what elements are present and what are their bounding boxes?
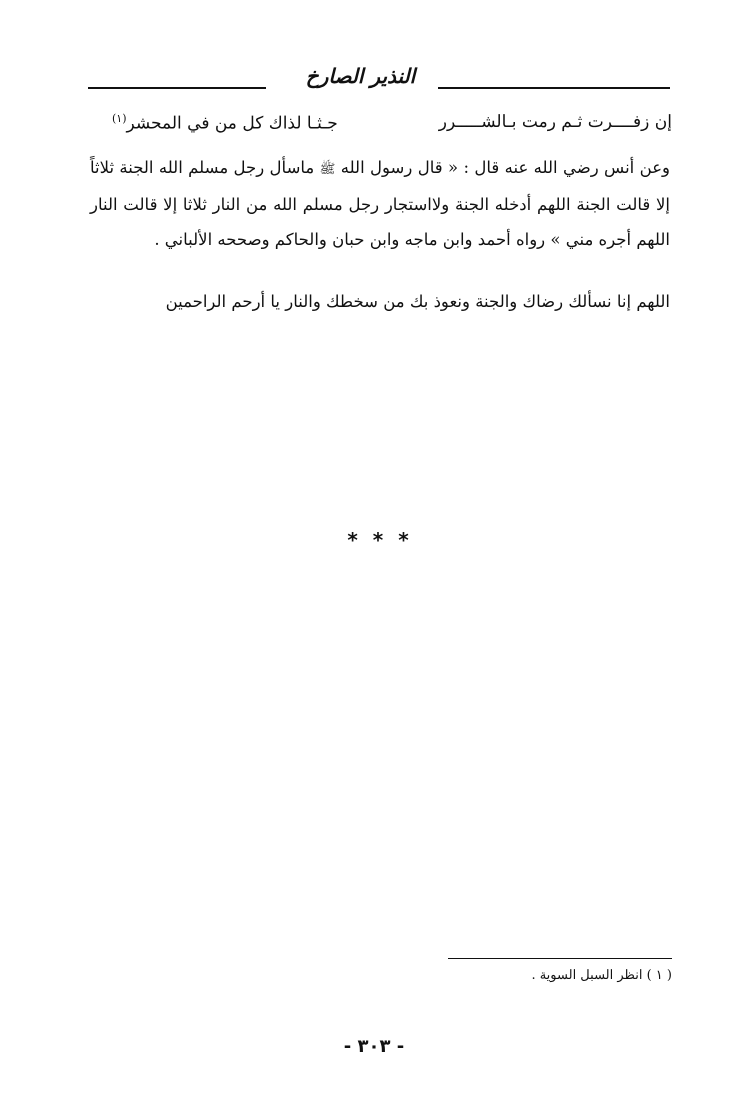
footnote-reference: (١) [112, 112, 127, 125]
hadith-text: ماسأل رجل مسلم الله الجنة ثلاثاً إلا قالت الجنة اللهم أدخله الجنة ولااستجار رجل مسلم الله من النار ثلاثا إلا قالت النار اللهم أجره مني » رواه أحمد وابن ماجه وابن حبان والحاكم وصححه الألباني . [90, 158, 670, 249]
poem-verse [112, 108, 672, 142]
header-rule-right [438, 87, 670, 89]
dua-line: اللهم إنا نسألك رضاك والجنة ونعوذ بك من سخطك والنار يا أرحم الراحمين [165, 292, 670, 311]
salawat-symbol: ﷺ [319, 162, 336, 177]
hadith-paragraph [90, 150, 670, 257]
footnote-text: ( ١ ) انظر السبل السوية . [531, 968, 672, 983]
footnote-rule [448, 958, 672, 959]
poem-second-hemistich: جـثـا لذاك كل من في المحشر [126, 113, 338, 134]
running-header [88, 62, 670, 96]
header-rule-left [88, 87, 266, 89]
hadith-intro: وعن أنس رضي الله عنه قال : « قال رسول الله [340, 158, 671, 177]
poem-second-hemistich-wrap [112, 112, 338, 134]
poem-first-hemistich: إن زفــــرت ثـم رمت بـالشـــــرر [438, 112, 672, 132]
page-number: - ٣٠٣ - [343, 1036, 405, 1057]
section-separator: * * * [347, 528, 413, 552]
header-title: النذير الصارخ [305, 64, 416, 88]
